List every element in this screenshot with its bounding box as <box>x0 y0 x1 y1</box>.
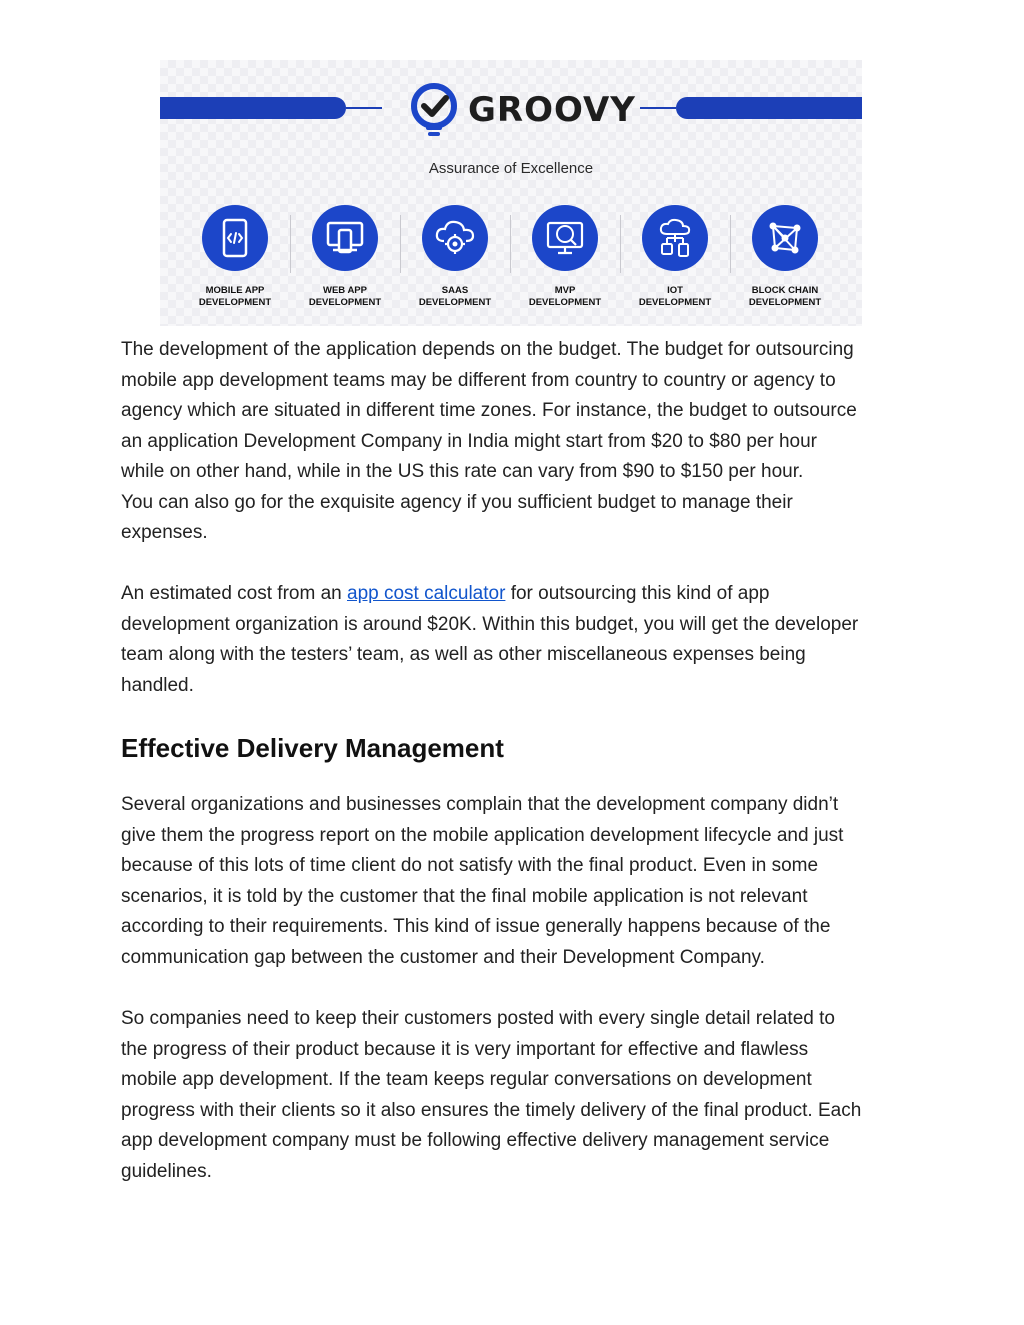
paragraph-complaints: Several organizations and businesses complain that the development company didn’t give them the progress report on the mobile application development lifecycle and just because of this lots of time client do not satisfy with the final product. Even in some scenarios, it is told by the customer that the final mobile application is not relevant according to their requirements. This kind of issue generally happens because of the communication gap between the customer and their Development Company. <box>121 794 844 968</box>
service-web-app <box>290 205 400 309</box>
brand-name: GROOVY <box>468 90 636 130</box>
banner-right-bar <box>676 97 862 119</box>
service-mvp <box>510 205 620 309</box>
web-app-icon <box>312 205 378 271</box>
service-mobile-app <box>180 205 290 309</box>
service-label: SAAS DEVELOPMENT <box>418 285 492 308</box>
service-label: WEB APP DEVELOPMENT <box>308 285 382 308</box>
groovy-bulb-check-icon <box>408 82 460 138</box>
banner-left-line <box>346 107 382 109</box>
blockchain-network-icon <box>752 205 818 271</box>
services-row <box>180 205 844 315</box>
banner-tagline: Assurance of Excellence <box>428 160 594 177</box>
service-blockchain <box>730 205 840 309</box>
service-label: MOBILE APP DEVELOPMENT <box>198 285 272 308</box>
paragraph-budget: The development of the application depends on the budget. The budget for outsourcing mobile app development teams may be different from country to country or agency to agency which are situated in different time zones. For instance, the budget to outsource an application Development Company in India might start from $20 to $80 per hour while on other hand, while in the US this rate can vary from $90 to $150 per hour. You can also go for the exquisite agency if you sufficient budget to manage their expenses. <box>121 339 857 543</box>
iot-cloud-icon <box>642 205 708 271</box>
section-heading: Effective Delivery Management <box>121 733 504 763</box>
paragraph-cost-rest: for outsourcing this kind of app development organization is around $20K. Within this budget, you will get the developer team along with the testers’ team, as well as other miscellaneous expenses being handled. <box>121 583 859 696</box>
service-saas <box>400 205 510 309</box>
paragraph-customer-updates: So companies need to keep their customers posted with every single detail related to the progress of their product because it is very important for effective and flawless mobile app development. If the team keeps regular conversations on development progress with their clients so it also ensures the timely delivery of the final product. Each app development company must be following effective delivery management service guidelines. <box>121 1008 862 1182</box>
service-label: BLOCK CHAIN DEVELOPMENT <box>748 285 822 308</box>
mvp-monitor-icon <box>532 205 598 271</box>
service-label: IOT DEVELOPMENT <box>638 285 712 308</box>
paragraph-cost-intro: An estimated cost from an <box>121 583 347 604</box>
groovy-logo <box>408 80 636 140</box>
mobile-code-icon <box>202 205 268 271</box>
app-cost-calculator-link[interactable]: app cost calculator <box>347 583 506 604</box>
paragraph-cost-estimate <box>121 579 921 701</box>
service-iot <box>620 205 730 309</box>
service-label: MVP DEVELOPMENT <box>528 285 602 308</box>
banner-right-line <box>640 107 676 109</box>
cloud-gear-icon <box>422 205 488 271</box>
groovy-banner-image <box>160 60 862 326</box>
banner-left-bar <box>160 97 346 119</box>
